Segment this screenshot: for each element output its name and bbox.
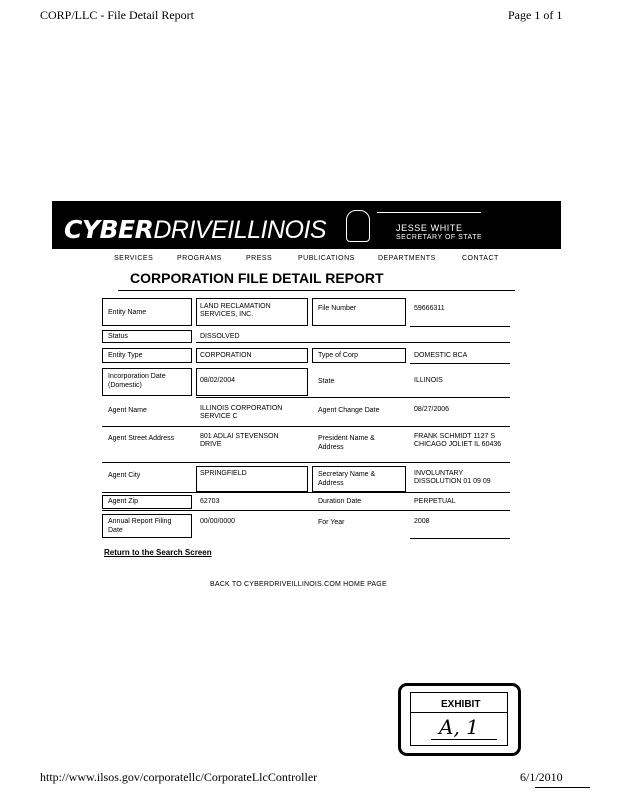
state-value: ILLINOIS <box>414 377 443 384</box>
logo-bold-text: CYBER <box>64 215 154 244</box>
footer-rule <box>535 787 590 788</box>
title-divider <box>118 290 515 291</box>
nav-contact[interactable]: CONTACT <box>462 255 499 262</box>
type-of-corp-label: Type of Corp <box>318 352 359 359</box>
for-year-value: 2008 <box>414 518 430 525</box>
exhibit-label: EXHIBIT <box>441 699 481 710</box>
secretary-label: Secretary Name & Address <box>318 471 376 487</box>
exhibit-stamp <box>398 683 521 756</box>
president-value: FRANK SCHMIDT 1127 S CHICAGO JOLIET IL 60436 <box>414 433 502 448</box>
type-of-corp-value: DOMESTIC BCA <box>414 352 468 359</box>
agent-street-label: Agent Street Address <box>108 435 175 442</box>
agent-change-date-value: 08/27/2006 <box>414 406 450 413</box>
secretary-value: INVOLUNTARY DISSOLUTION 01 09 09 <box>414 470 491 485</box>
banner-divider <box>377 212 481 213</box>
home-page-link[interactable]: BACK TO CYBERDRIVEILLINOIS.COM HOME PAGE <box>210 581 387 588</box>
annual-report-value: 00/00/0000 <box>200 518 236 525</box>
official-title: SECRETARY OF STATE <box>396 234 483 241</box>
state-seal-icon <box>346 210 370 242</box>
return-to-search-link[interactable]: Return to the Search Screen <box>104 548 212 557</box>
official-name: JESSE WHITE <box>396 223 463 233</box>
exhibit-divider <box>411 712 507 713</box>
row-divider <box>102 426 510 427</box>
site-logo[interactable] <box>64 215 326 245</box>
agent-zip-label: Agent Zip <box>108 498 138 505</box>
president-label: President Name & Address <box>318 435 375 451</box>
agent-change-date-label: Agent Change Date <box>318 407 380 414</box>
logo-thin-text: DRIVEILLINOIS <box>153 216 327 244</box>
incorporation-date-label: Incorporation Date (Domestic) <box>108 373 166 389</box>
entity-type-value: CORPORATION <box>200 352 252 359</box>
site-banner <box>52 201 561 249</box>
page-url: http://www.ilsos.gov/corporatellc/CorporateLlcController <box>40 770 318 784</box>
row-divider <box>410 538 510 539</box>
nav-services[interactable]: SERVICES <box>114 255 154 262</box>
page-number: Page 1 of 1 <box>508 8 563 22</box>
agent-street-value: 801 ADLAI STEVENSON DRIVE <box>200 433 279 448</box>
entity-name-label: Entity Name <box>108 309 147 316</box>
row-divider <box>196 342 510 343</box>
report-title: CORPORATION FILE DETAIL REPORT <box>130 270 384 286</box>
duration-value: PERPETUAL <box>414 498 456 505</box>
nav-programs[interactable]: PROGRAMS <box>177 255 222 262</box>
nav-publications[interactable]: PUBLICATIONS <box>298 255 355 262</box>
agent-city-value: SPRINGFIELD <box>200 470 247 477</box>
row-divider <box>102 510 510 511</box>
agent-name-label: Agent Name <box>108 407 147 414</box>
nav-press[interactable]: PRESS <box>246 255 273 262</box>
exhibit-stamp-inner <box>410 692 508 746</box>
row-divider <box>410 363 510 364</box>
exhibit-value: A, 1 <box>439 715 479 739</box>
status-label: Status <box>108 333 128 340</box>
incorporation-date-value: 08/02/2004 <box>200 377 236 384</box>
row-divider <box>196 397 510 398</box>
state-label: State <box>318 378 335 385</box>
exhibit-signature-line <box>431 739 497 740</box>
nav-departments[interactable]: DEPARTMENTS <box>378 255 436 262</box>
annual-report-label: Annual Report Filing Date <box>108 518 172 534</box>
for-year-label: For Year <box>318 519 345 526</box>
row-divider <box>410 326 510 327</box>
file-number-label: File Number <box>318 305 357 312</box>
row-divider <box>102 492 510 493</box>
agent-name-value: ILLINOIS CORPORATION SERVICE C <box>200 405 283 420</box>
row-divider <box>102 462 510 463</box>
status-value: DISSOLVED <box>200 333 240 340</box>
entity-name-value: LAND RECLAMATION SERVICES, INC. <box>200 303 271 318</box>
duration-label: Duration Date <box>318 498 362 505</box>
page-header-title: CORP/LLC - File Detail Report <box>40 8 194 22</box>
file-number-value: 59666311 <box>414 305 445 312</box>
print-date: 6/1/2010 <box>520 770 563 784</box>
agent-city-label: Agent City <box>108 472 141 479</box>
entity-type-label: Entity Type <box>108 352 143 359</box>
agent-zip-value: 62703 <box>200 498 220 505</box>
